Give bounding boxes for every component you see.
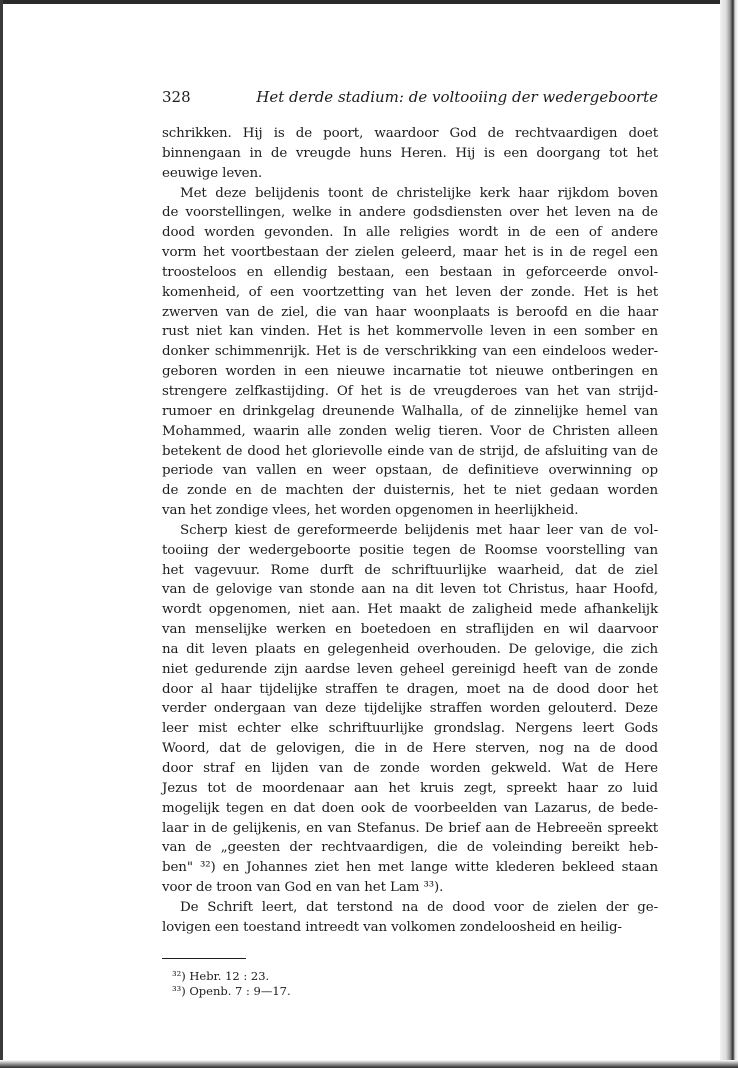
running-title: Het derde stadium: de voltooiing der wedergeboorte [256, 88, 658, 106]
text-line: Met deze belijdenis toont de christelijke kerk haar rijkdom boven [180, 185, 658, 201]
text-line: de voorstellingen, welke in andere godsdiensten over het leven na de [162, 205, 658, 221]
footnote-rule [162, 958, 246, 959]
paragraph [162, 898, 658, 938]
text-line: dood worden gevonden. In alle religies wordt in de een of andere [162, 225, 658, 241]
text-line: het vagevuur. Rome durft de schriftuurlijke waarheid, dat de ziel [162, 562, 658, 578]
footnote: ³³) Openb. 7 : 9—17. [172, 983, 291, 998]
text-line: van de „geesten der rechtvaardigen, die de voleinding bereikt heb- [162, 840, 658, 856]
text-line: na dit leven plaats en gelegenheid overhouden. De gelovige, die zich [162, 641, 658, 657]
book-page [162, 88, 658, 999]
text-line: schrikken. Hij is de poort, waardoor God de rechtvaardigen doet [162, 126, 658, 141]
text-line: zwerven van de ziel, die van haar woonplaats is beroofd en die haar [162, 304, 658, 320]
text-line: donker schimmenrijk. Het is de verschrikking van een eindeloos weder- [162, 344, 658, 360]
text-line: Jezus tot de moordenaar aan het kruis zegt, spreekt haar zo luid [162, 780, 658, 796]
text-line: eeuwige leven. [162, 165, 263, 181]
text-line: mogelijk tegen en dat doen ook de voorbeelden van Lazarus, de bede- [162, 800, 658, 816]
text-line: geboren worden in een nieuwe incarnatie tot nieuwe ontberingen en [162, 364, 658, 380]
scan-edge-left [0, 0, 3, 1068]
scan-edge-top [0, 0, 738, 4]
scan-edge-bottom [0, 1060, 738, 1068]
text-line: strengere zelfkastijding. Of het is de vreugderoes van het van strijd- [162, 383, 658, 399]
paragraph [162, 124, 658, 184]
text-line: troosteloos en ellendig bestaan, een bestaan in geforceerde onvol- [162, 264, 658, 280]
text-line: van het zondige vlees, het worden opgenomen in heerlijkheid. [162, 503, 579, 519]
footnotes [162, 969, 658, 999]
text-line: Woord, dat de gelovigen, die in de Here sterven, nog na de dood [162, 741, 658, 757]
text-line: ben" ³²) en Johannes ziet hen met lange witte klederen bekleed staan [162, 860, 658, 876]
text-line: de zonde en de machten der duisternis, het te niet gedaan worden [162, 483, 658, 499]
text-line: binnengaan in de vreugde huns Heren. Hij is een doorgang tot het [162, 145, 658, 161]
text-line: door straf en lijden van de zonde worden gekweld. Wat de Here [162, 761, 658, 776]
text-line: door al haar tijdelijke straffen te dragen, moet na de dood door het [162, 681, 658, 697]
text-line: wordt opgenomen, niet aan. Het maakt de zaligheid mede afhankelijk [162, 602, 658, 618]
text-line: Scherp kiest de gereformeerde belijdenis met haar leer van de vol- [180, 522, 658, 538]
text-line: voor de troon van God en van het Lam ³³). [162, 880, 444, 896]
running-header [162, 88, 658, 112]
page-number: 328 [162, 88, 191, 106]
text-line: Mohammed, waarin alle zonden welig tieren. Voor de Christen alleen [162, 423, 658, 439]
text-line: van menselijke werken en boetedoen en straflijden en wil daarvoor [162, 622, 658, 638]
text-line: betekent de dood het glorievolle einde van de strijd, de afsluiting van de [162, 443, 658, 459]
text-line: komenheid, of een voortzetting van het leven der zonde. Het is het [162, 284, 658, 300]
paragraph [162, 521, 658, 898]
text-line: verder ondergaan van deze tijdelijke straffen worden gelouterd. Deze [162, 701, 658, 717]
text-line: lovigen een toestand intreedt van volkomen zondeloosheid en heilig- [162, 919, 622, 935]
text-line: De Schrift leert, dat terstond na de dood voor de zielen der ge- [180, 899, 658, 915]
footnote: ³²) Hebr. 12 : 23. [172, 968, 270, 983]
text-line: rust niet kan vinden. Het is het kommervolle leven in een somber en [162, 324, 658, 340]
text-line: laar in de gelijkenis, en van Stefanus. De brief aan de Hebreeën spreekt [162, 820, 658, 836]
text-line: niet gedurende zijn aardse leven geheel gereinigd heeft van de zonde [162, 661, 658, 677]
text-line: rumoer en drinkgelag dreunende Walhalla, of de zinnelijke hemel van [162, 403, 658, 419]
paragraph [162, 184, 658, 521]
body-text [162, 124, 658, 938]
book-spine-edge [720, 0, 738, 1068]
text-line: tooiing der wedergeboorte positie tegen de Roomse voorstelling van [162, 542, 658, 558]
text-line: van de gelovige van stonde aan na dit leven tot Christus, haar Hoofd, [162, 582, 658, 598]
text-line: leer mist echter elke schriftuurlijke grondslag. Nergens leert Gods [162, 721, 658, 737]
text-line: vorm het voortbestaan der zielen geleerd, maar het is in de regel een [162, 245, 658, 261]
text-line: periode van vallen en weer opstaan, de definitieve overwinning op [162, 463, 658, 479]
